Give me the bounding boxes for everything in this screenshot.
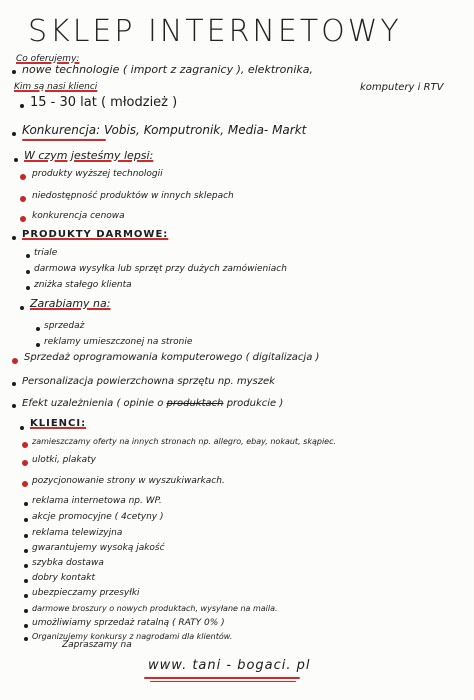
more-line-3 (22, 398, 283, 409)
bullet-icon (12, 132, 16, 136)
bullet-icon (24, 502, 28, 506)
earn-header: Zarabiamy na: (30, 297, 111, 310)
clients-item-13: Organizujemy konkursy z nagrodami dla klientów. (32, 632, 233, 641)
bullet-icon (24, 609, 28, 613)
clients-item-12: umożliwiamy sprzedaż ratalną ( RATY 0% ) (32, 618, 225, 628)
competition-line: Konkurencja: Vobis, Komputronik, Media- Markt (22, 123, 307, 137)
bullet-icon (14, 158, 18, 162)
free-item-2: darmowa wysyłka lub sprzęt przy dużych zamówieniach (34, 264, 287, 274)
bullet-icon (20, 104, 24, 108)
better-header: W czym jesteśmy lepsi: (24, 149, 154, 162)
bullet-icon (12, 236, 16, 240)
age-range: 15 - 30 lat ( młodzież ) (30, 95, 178, 110)
more-line-3-lead: Efekt uzależnienia ( opinie o (22, 398, 164, 409)
clients-item-6: reklama telewizyjna (32, 528, 123, 538)
clients-item-7: gwarantujemy wysoką jakość (32, 543, 165, 553)
bullet-icon (24, 594, 28, 598)
clients-item-2: ulotki, plakaty (32, 455, 96, 465)
bullet-icon (26, 254, 30, 258)
red-bullet-icon (20, 174, 26, 180)
bullet-icon (36, 327, 40, 331)
bullet-icon (36, 343, 40, 347)
earn-item-2: reklamy umieszczonej na stronie (44, 337, 193, 347)
clients-item-11: darmowe broszury o nowych produktach, wysyłane na maila. (32, 604, 278, 613)
competition-underline (22, 139, 106, 141)
clients-item-8: szybka dostawa (32, 558, 104, 568)
bullet-icon (12, 70, 16, 74)
more-line-2: Personalizacja powierzchowna sprzętu np. myszek (22, 376, 275, 387)
red-bullet-icon (22, 481, 28, 487)
red-bullet-icon (20, 216, 26, 222)
free-item-1: triale (34, 248, 58, 258)
free-header: PRODUKTY DARMOWE: (22, 229, 169, 240)
clients-header: KLIENCI: (30, 418, 87, 429)
better-item-3: konkurencja cenowa (32, 211, 125, 221)
red-bullet-icon (22, 460, 28, 466)
clients-item-5: akcje promocyjne ( 4cetyny ) (32, 512, 164, 522)
clients-item-4: reklama internetowa np. WP. (32, 496, 162, 506)
clients-item-10: ubezpieczamy przesyłki (32, 588, 140, 598)
bullet-icon (26, 270, 30, 274)
better-item-2: niedostępność produktów w innych sklepach (32, 191, 234, 201)
bullet-icon (24, 637, 28, 641)
bullet-icon (20, 426, 24, 430)
bullet-icon (24, 579, 28, 583)
bullet-icon (20, 306, 24, 310)
bullet-icon (12, 404, 16, 408)
free-item-3: zniżka stałego klienta (34, 280, 132, 290)
clients-item-1: zamieszczamy oferty na innych stronach np. allegro, ebay, nokaut, skąpiec. (32, 437, 337, 446)
section-offer-header: Co oferujemy: (16, 54, 80, 64)
clients-closing: Zapraszamy na (62, 640, 132, 650)
red-bullet-icon (22, 442, 28, 448)
intro-line-3: Kim są nasi klienci (14, 82, 98, 92)
clients-item-3: pozycjonowanie strony w wyszukiwarkach. (32, 476, 225, 486)
more-line-3-tail: produkcie ) (226, 398, 284, 409)
more-line-1: Sprzedaż oprogramowania komputerowego ( digitalizacja ) (24, 352, 320, 363)
website-underline (144, 677, 300, 679)
clients-item-9: dobry kontakt (32, 573, 96, 583)
red-bullet-icon (20, 196, 26, 202)
better-item-1: produkty wyższej technologii (32, 169, 163, 179)
bullet-icon (12, 382, 16, 386)
page-title: SKLEP INTERNETOWY (28, 14, 402, 49)
bullet-icon (24, 518, 28, 522)
bullet-icon (24, 564, 28, 568)
earn-item-1: sprzedaż (44, 321, 85, 331)
website-link[interactable]: www. tani - bogaci. pl (148, 658, 311, 673)
more-line-3-struck: produktach (166, 398, 224, 409)
bullet-icon (24, 549, 28, 553)
intro-line-1: nowe technologie ( import z zagranicy ), elektronika, (22, 63, 314, 76)
red-bullet-icon (12, 358, 18, 364)
intro-line-2: komputery i RTV (360, 82, 444, 93)
bullet-icon (24, 534, 28, 538)
bullet-icon (26, 286, 30, 290)
bullet-icon (24, 624, 28, 628)
website-underline-2 (150, 681, 296, 682)
